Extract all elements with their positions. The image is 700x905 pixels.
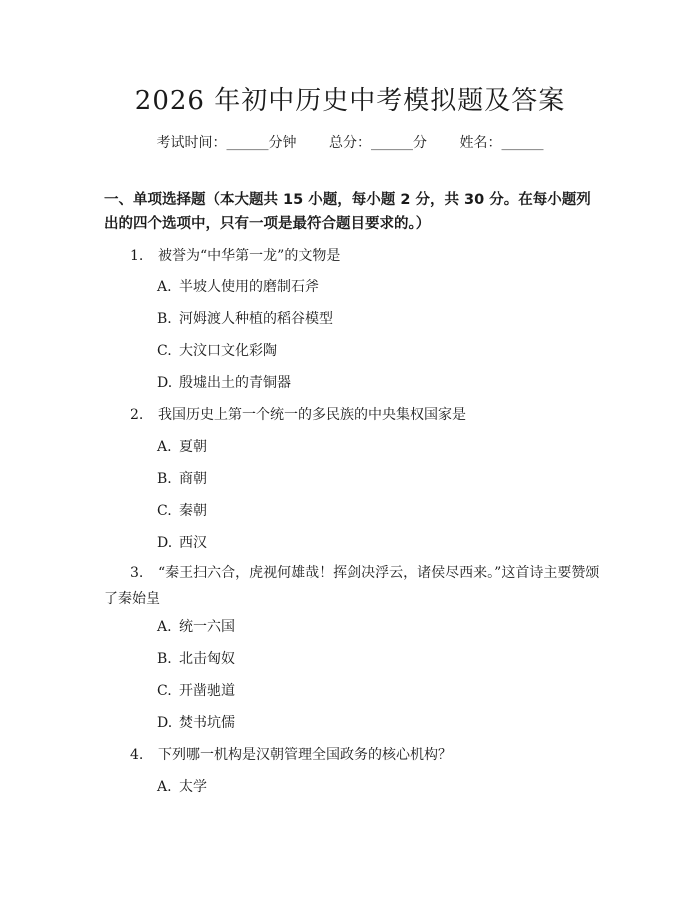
option-text: 焚书坑儒 <box>179 715 235 731</box>
option-1a[interactable] <box>157 276 319 296</box>
option-letter: A. <box>157 439 172 455</box>
option-3c[interactable] <box>157 680 235 700</box>
option-2c[interactable] <box>157 500 207 520</box>
question-3 <box>104 560 600 612</box>
option-letter: A. <box>157 279 172 295</box>
option-text: 半坡人使用的磨制石斧 <box>179 279 319 295</box>
option-letter: B. <box>157 651 172 667</box>
option-letter: C. <box>157 343 172 359</box>
option-letter: C. <box>157 683 172 699</box>
question-number: 4. <box>130 747 144 763</box>
option-1c[interactable] <box>157 340 277 360</box>
option-3b[interactable] <box>157 648 235 668</box>
option-text: 秦朝 <box>179 503 207 519</box>
option-letter: B. <box>157 471 172 487</box>
question-1 <box>130 245 340 265</box>
question-number: 2. <box>130 407 144 423</box>
option-text: 太学 <box>179 779 207 795</box>
question-text: 下列哪一机构是汉朝管理全国政务的核心机构？ <box>158 747 452 763</box>
option-text: 商朝 <box>179 471 207 487</box>
page-title: 2026 年初中历史中考模拟题及答案 <box>134 86 566 116</box>
question-2 <box>130 404 466 424</box>
option-letter: C. <box>157 503 172 519</box>
question-4 <box>130 744 452 764</box>
option-2b[interactable] <box>157 468 207 488</box>
option-letter: D. <box>157 715 173 731</box>
option-text: 殷墟出土的青铜器 <box>179 375 291 391</box>
option-text: 夏朝 <box>179 439 207 455</box>
section-header: 一、单项选择题（本大题共 15 小题，每小题 2 分，共 30 分。在每小题列出的四个选项中，只有一项是最符合题目要求的。） <box>104 192 591 232</box>
option-text: 北击匈奴 <box>179 651 235 667</box>
question-number: 3. <box>130 565 144 581</box>
option-text: 统一六国 <box>179 619 235 635</box>
question-number: 1. <box>130 248 144 264</box>
question-text: “秦王扫六合，虎视何雄哉！挥剑决浮云，诸侯尽西来。”这首诗主要赞颂了秦始皇 <box>104 565 600 607</box>
question-text: 我国历史上第一个统一的多民族的中央集权国家是 <box>158 407 466 423</box>
option-letter: D. <box>157 375 173 391</box>
option-1d[interactable] <box>157 372 291 392</box>
option-text: 西汉 <box>179 535 207 551</box>
student-name-field: 姓名：______ <box>459 135 544 151</box>
option-4a[interactable] <box>157 776 207 796</box>
option-3a[interactable] <box>157 616 235 636</box>
option-2a[interactable] <box>157 436 207 456</box>
exam-time-field: 考试时间：______分钟 <box>156 135 297 151</box>
option-text: 大汶口文化彩陶 <box>179 343 277 359</box>
option-letter: A. <box>157 779 172 795</box>
option-2d[interactable] <box>157 532 207 552</box>
option-letter: D. <box>157 535 173 551</box>
question-text: 被誉为“中华第一龙”的文物是 <box>158 248 341 264</box>
option-3d[interactable] <box>157 712 235 732</box>
option-text: 开凿驰道 <box>179 683 235 699</box>
option-letter: B. <box>157 311 172 327</box>
option-letter: A. <box>157 619 172 635</box>
exam-meta <box>0 132 700 152</box>
total-score-field: 总分：______分 <box>329 135 427 151</box>
option-1b[interactable] <box>157 308 333 328</box>
option-text: 河姆渡人种植的稻谷模型 <box>179 311 333 327</box>
